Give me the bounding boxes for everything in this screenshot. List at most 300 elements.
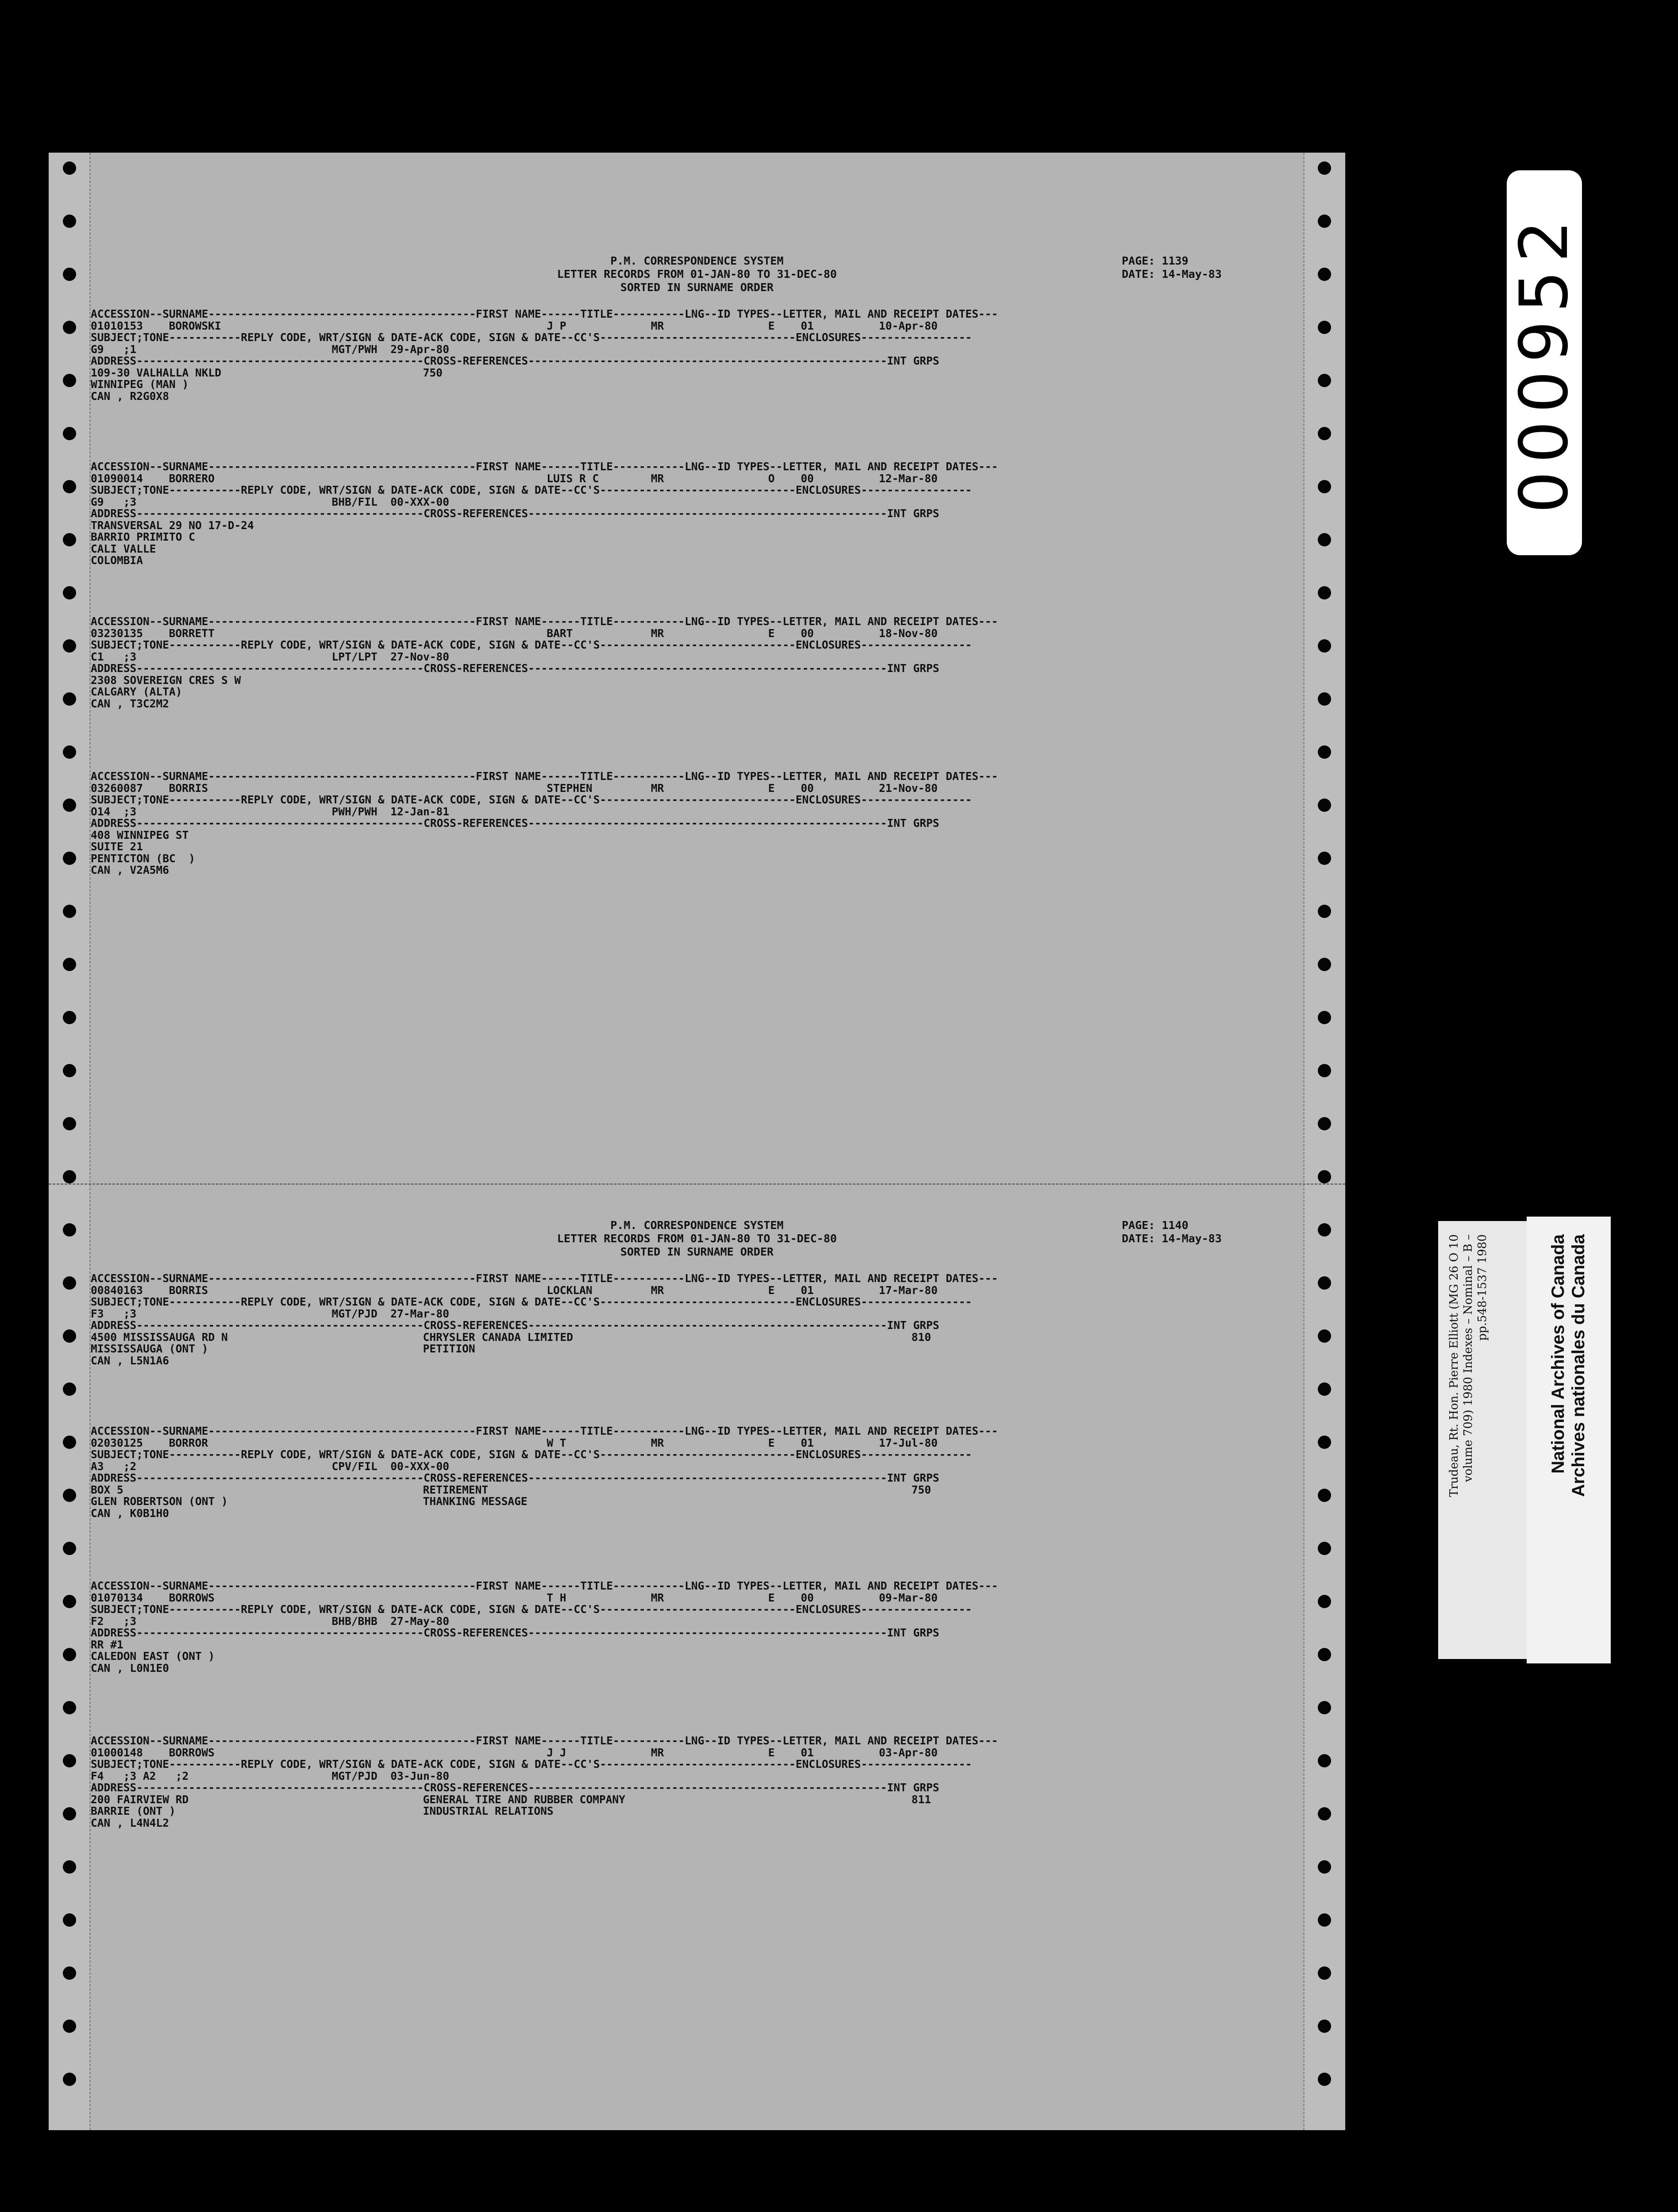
- address-labels: ADDRESS--------------------------------------------CROSS-REFERENCES-------------------------------------------------------INT GRPS: [91, 507, 939, 520]
- tractor-hole: [63, 1754, 76, 1767]
- tractor-hole: [63, 745, 76, 759]
- id-types: 01: [801, 319, 814, 332]
- tractor-hole: [63, 1170, 76, 1183]
- accession-number: 01070134: [91, 1591, 143, 1604]
- address-row: [91, 519, 1303, 532]
- title: MR: [650, 1591, 664, 1604]
- report-date: DATE: 14-May-83: [1122, 268, 1222, 280]
- subject-tone: C1 ;3: [91, 650, 137, 663]
- address-row: [91, 852, 1303, 865]
- field-labels: ACCESSION--SURNAME-----------------------------------------FIRST NAME------TITLE-----------LNG--ID TYPES--LETTER, MAIL AND RECEIPT DATES---: [91, 1734, 998, 1747]
- address-line: COLOMBIA: [91, 554, 143, 567]
- field-labels-row: [91, 1579, 1303, 1593]
- address-labels: ADDRESS--------------------------------------------CROSS-REFERENCES-------------------------------------------------------INT GRPS: [91, 1781, 939, 1794]
- address-labels: ADDRESS--------------------------------------------CROSS-REFERENCES-------------------------------------------------------INT GRPS: [91, 354, 939, 367]
- right-tractor-strip: [1303, 153, 1345, 2130]
- letter-dates: 18-Nov-80: [879, 626, 938, 640]
- address-row: [91, 829, 1303, 842]
- surname: BORROR: [169, 1436, 208, 1449]
- reply-code: CPV/FIL 00-XXX-00: [331, 1459, 450, 1473]
- address-line: CALEDON EAST (ONT ): [91, 1650, 215, 1663]
- address-labels: ADDRESS--------------------------------------------CROSS-REFERENCES-------------------------------------------------------INT GRPS: [91, 817, 939, 830]
- tractor-hole: [63, 215, 76, 228]
- address-labels-row: [91, 662, 1303, 675]
- reply-code: LPT/LPT 27-Nov-80: [331, 650, 450, 663]
- field-labels-row: [91, 307, 1303, 321]
- cross-reference: THANKING MESSAGE: [423, 1495, 527, 1508]
- tractor-hole: [63, 2020, 76, 2033]
- tractor-hole: [63, 1860, 76, 1874]
- subject-values-row: [91, 1770, 1303, 1783]
- finding-aid-line-1: Trudeau, Rt. Hon. Pierre Elliott (MG 26 O 10: [1447, 1234, 1461, 1497]
- tractor-hole: [63, 427, 76, 440]
- language: E: [768, 781, 775, 795]
- tractor-hole: [1318, 480, 1331, 493]
- address-line: BARRIO PRIMITO C: [91, 530, 196, 543]
- subject-labels: SUBJECT;TONE-----------REPLY CODE, WRT/SIGN & DATE-ACK CODE, SIGN & DATE--CC'S------------------------------ENCLOSURES-----------------: [91, 793, 972, 806]
- address-row: [91, 840, 1303, 853]
- address-line: CALGARY (ALTA): [91, 685, 182, 698]
- tractor-hole: [63, 1436, 76, 1449]
- address-row: [91, 674, 1303, 687]
- field-labels: ACCESSION--SURNAME-----------------------------------------FIRST NAME------TITLE-----------LNG--ID TYPES--LETTER, MAIL AND RECEIPT DATES---: [91, 770, 998, 783]
- archives-name-en: National Archives of Canada: [1548, 1234, 1568, 1474]
- record-values-row: [91, 1284, 1303, 1297]
- tractor-hole: [1318, 1223, 1331, 1237]
- surname: BORRETT: [169, 626, 215, 640]
- id-types: 01: [801, 1746, 814, 1759]
- report-header-system: P.M. CORRESPONDENCE SYSTEM: [610, 254, 784, 267]
- tractor-hole: [1318, 427, 1331, 440]
- tractor-hole: [63, 905, 76, 918]
- record-values-row: [91, 627, 1303, 640]
- tractor-hole: [1318, 799, 1331, 812]
- subject-tone: F4 ;3 A2 ;2: [91, 1769, 189, 1782]
- first-name: BART: [547, 626, 573, 640]
- record-values-row: [91, 1746, 1303, 1759]
- surname: BORRIS: [169, 1283, 208, 1297]
- subject-labels: SUBJECT;TONE-----------REPLY CODE, WRT/SIGN & DATE-ACK CODE, SIGN & DATE--CC'S------------------------------ENCLOSURES-----------------: [91, 1295, 972, 1308]
- tractor-hole: [63, 799, 76, 812]
- reply-code: MGT/PWH 29-Apr-80: [331, 342, 450, 356]
- tractor-hole: [63, 1542, 76, 1555]
- field-labels-row: [91, 1272, 1303, 1285]
- frame-number: 000952: [1506, 212, 1583, 514]
- cross-reference: INDUSTRIAL RELATIONS: [423, 1805, 554, 1817]
- tractor-hole: [1318, 1117, 1331, 1130]
- address-row: [91, 390, 1303, 403]
- id-types: 00: [801, 781, 814, 795]
- finding-aid-line-2: volume 709) 1980 Indexes – Nominal – B –: [1462, 1234, 1475, 1482]
- tractor-hole: [63, 958, 76, 971]
- finding-aid-line-3: pp.548-1537 1980: [1476, 1234, 1489, 1341]
- cross-reference: CHRYSLER CANADA LIMITED: [423, 1330, 573, 1344]
- address-row: [91, 1331, 1303, 1344]
- subject-tone: F2 ;3: [91, 1614, 137, 1628]
- address-labels-row: [91, 507, 1303, 520]
- title: MR: [650, 1436, 664, 1449]
- surname: BORRIS: [169, 781, 208, 795]
- subject-tone: F3 ;3: [91, 1307, 137, 1320]
- id-types: 01: [801, 1283, 814, 1297]
- first-name: J P: [547, 319, 566, 332]
- accession-number: 00840163: [91, 1283, 143, 1297]
- cross-reference: 750: [423, 366, 443, 379]
- subject-labels-row: [91, 638, 1303, 652]
- tractor-hole: [63, 1382, 76, 1396]
- title: MR: [650, 781, 664, 795]
- tractor-hole: [63, 1011, 76, 1024]
- address-line: 4500 MISSISSAUGA RD N: [91, 1330, 228, 1344]
- address-line: TRANSVERSAL 29 NO 17-D-24: [91, 518, 254, 532]
- field-labels-row: [91, 1425, 1303, 1438]
- letter-dates: 17-Jul-80: [879, 1436, 938, 1449]
- subject-labels-row: [91, 1603, 1303, 1616]
- title: MR: [650, 626, 664, 640]
- tractor-hole: [1318, 905, 1331, 918]
- letter-dates: 03-Apr-80: [879, 1746, 938, 1759]
- address-row: [91, 1495, 1303, 1508]
- tractor-hole: [1318, 745, 1331, 759]
- tractor-hole: [63, 1966, 76, 1980]
- reply-code: MGT/PJD 03-Jun-80: [331, 1769, 450, 1782]
- address-labels: ADDRESS--------------------------------------------CROSS-REFERENCES-------------------------------------------------------INT GRPS: [91, 1471, 939, 1484]
- address-row: [91, 378, 1303, 391]
- first-name: T H: [547, 1591, 566, 1604]
- tractor-hole: [1318, 1860, 1331, 1874]
- field-labels: ACCESSION--SURNAME-----------------------------------------FIRST NAME------TITLE-----------LNG--ID TYPES--LETTER, MAIL AND RECEIPT DATES---: [91, 615, 998, 628]
- letter-dates: 10-Apr-80: [879, 319, 938, 332]
- cross-reference: RETIREMENT: [423, 1483, 489, 1496]
- subject-values-row: [91, 343, 1303, 356]
- address-line: 200 FAIRVIEW RD: [91, 1793, 189, 1806]
- subject-labels-row: [91, 1758, 1303, 1771]
- tractor-hole: [1318, 692, 1331, 706]
- title: MR: [650, 1283, 664, 1297]
- letter-dates: 21-Nov-80: [879, 781, 938, 795]
- page-number: PAGE: 1140: [1122, 1219, 1189, 1232]
- tractor-hole: [1318, 1276, 1331, 1290]
- address-line: PENTICTON (BC ): [91, 852, 196, 865]
- reply-code: BHB/BHB 27-May-80: [331, 1614, 450, 1628]
- subject-labels: SUBJECT;TONE-----------REPLY CODE, WRT/SIGN & DATE-ACK CODE, SIGN & DATE--CC'S------------------------------ENCLOSURES-----------------: [91, 638, 972, 651]
- tractor-hole: [1318, 1489, 1331, 1502]
- tractor-hole: [63, 1648, 76, 1661]
- subject-values-row: [91, 1615, 1303, 1628]
- subject-values-row: [91, 650, 1303, 664]
- first-name: J J: [547, 1746, 566, 1759]
- address-line: 408 WINNIPEG ST: [91, 828, 189, 841]
- surname: BOROWSKI: [169, 319, 221, 332]
- surname: BORROWS: [169, 1746, 215, 1759]
- tractor-hole: [1318, 161, 1331, 175]
- accession-number: 01090014: [91, 472, 143, 485]
- id-types: 00: [801, 626, 814, 640]
- tractor-hole: [63, 161, 76, 175]
- accession-number: 03260087: [91, 781, 143, 795]
- address-line: 2308 SOVEREIGN CRES S W: [91, 673, 241, 687]
- tractor-hole: [63, 2073, 76, 2086]
- tractor-hole: [63, 1276, 76, 1290]
- field-labels: ACCESSION--SURNAME-----------------------------------------FIRST NAME------TITLE-----------LNG--ID TYPES--LETTER, MAIL AND RECEIPT DATES---: [91, 1425, 998, 1437]
- address-row: [91, 1662, 1303, 1675]
- tractor-hole: [1318, 374, 1331, 387]
- int-group: 811: [911, 1793, 931, 1806]
- tractor-hole: [63, 692, 76, 706]
- surname: BORROWS: [169, 1591, 215, 1604]
- field-labels: ACCESSION--SURNAME-----------------------------------------FIRST NAME------TITLE-----------LNG--ID TYPES--LETTER, MAIL AND RECEIPT DATES---: [91, 1272, 998, 1285]
- title: MR: [650, 1746, 664, 1759]
- accession-number: 01000148: [91, 1746, 143, 1759]
- accession-number: 02030125: [91, 1436, 143, 1449]
- tractor-hole: [1318, 1064, 1331, 1077]
- address-row: [91, 685, 1303, 699]
- subject-labels: SUBJECT;TONE-----------REPLY CODE, WRT/SIGN & DATE-ACK CODE, SIGN & DATE--CC'S------------------------------ENCLOSURES-----------------: [91, 1448, 972, 1461]
- address-labels: ADDRESS--------------------------------------------CROSS-REFERENCES-------------------------------------------------------INT GRPS: [91, 1626, 939, 1639]
- language: E: [768, 319, 775, 332]
- int-group: 750: [911, 1483, 931, 1496]
- record-values-row: [91, 1436, 1303, 1450]
- language: E: [768, 1746, 775, 1759]
- address-line: CAN , K0B1H0: [91, 1506, 169, 1520]
- tractor-hole: [1318, 1966, 1331, 1980]
- address-labels-row: [91, 817, 1303, 830]
- tractor-hole: [1318, 1595, 1331, 1608]
- tractor-hole: [63, 1595, 76, 1608]
- page-number: PAGE: 1139: [1122, 254, 1189, 267]
- subject-labels-row: [91, 1295, 1303, 1309]
- record-values-row: [91, 782, 1303, 795]
- archives-name-fr: Archives nationales du Canada: [1569, 1234, 1588, 1497]
- tractor-hole: [63, 1701, 76, 1714]
- report-header-sort: SORTED IN SURNAME ORDER: [620, 281, 774, 294]
- tractor-hole: [1318, 2073, 1331, 2086]
- reply-code: BHB/FIL 00-XXX-00: [331, 495, 450, 508]
- address-line: CAN , T3C2M2: [91, 697, 169, 710]
- address-line: RR #1: [91, 1638, 123, 1651]
- address-labels: ADDRESS--------------------------------------------CROSS-REFERENCES-------------------------------------------------------INT GRPS: [91, 1319, 939, 1332]
- field-labels: ACCESSION--SURNAME-----------------------------------------FIRST NAME------TITLE-----------LNG--ID TYPES--LETTER, MAIL AND RECEIPT DATES---: [91, 307, 998, 320]
- language: E: [768, 1283, 775, 1297]
- report-header-range: LETTER RECORDS FROM 01-JAN-80 TO 31-DEC-80: [557, 268, 837, 280]
- field-labels: ACCESSION--SURNAME-----------------------------------------FIRST NAME------TITLE-----------LNG--ID TYPES--LETTER, MAIL AND RECEIPT DATES---: [91, 460, 998, 473]
- address-labels-row: [91, 1626, 1303, 1640]
- address-labels-row: [91, 1781, 1303, 1794]
- field-labels-row: [91, 460, 1303, 473]
- tractor-hole: [1318, 1648, 1331, 1661]
- address-row: [91, 1507, 1303, 1520]
- subject-labels: SUBJECT;TONE-----------REPLY CODE, WRT/SIGN & DATE-ACK CODE, SIGN & DATE--CC'S------------------------------ENCLOSURES-----------------: [91, 1758, 972, 1770]
- report-header-system: P.M. CORRESPONDENCE SYSTEM: [610, 1219, 784, 1232]
- tractor-hole: [63, 268, 76, 281]
- subject-values-row: [91, 495, 1303, 509]
- language: E: [768, 1436, 775, 1449]
- printout-page-1: [91, 254, 1303, 1206]
- tractor-hole: [63, 1913, 76, 1927]
- tractor-hole: [63, 639, 76, 653]
- subject-tone: O14 ;3: [91, 805, 137, 818]
- report-date: DATE: 14-May-83: [1122, 1232, 1222, 1245]
- id-types: 00: [801, 472, 814, 485]
- tractor-hole: [63, 533, 76, 546]
- address-line: MISSISSAUGA (ONT ): [91, 1342, 208, 1355]
- tractor-hole: [1318, 1329, 1331, 1343]
- tractor-hole: [1318, 1913, 1331, 1927]
- tractor-hole: [1318, 1170, 1331, 1183]
- subject-values-row: [91, 1460, 1303, 1473]
- surname: BORRERO: [169, 472, 215, 485]
- address-line: BARRIE (ONT ): [91, 1805, 176, 1817]
- left-tractor-strip: [49, 153, 91, 2130]
- subject-labels-row: [91, 793, 1303, 806]
- language: O: [768, 472, 775, 485]
- subject-values-row: [91, 805, 1303, 818]
- tractor-hole: [1318, 958, 1331, 971]
- report-header-range: LETTER RECORDS FROM 01-JAN-80 TO 31-DEC-80: [557, 1232, 837, 1245]
- report-header-sort: SORTED IN SURNAME ORDER: [620, 1245, 774, 1258]
- subject-labels: SUBJECT;TONE-----------REPLY CODE, WRT/SIGN & DATE-ACK CODE, SIGN & DATE--CC'S------------------------------ENCLOSURES-----------------: [91, 484, 972, 496]
- accession-number: 03230135: [91, 626, 143, 640]
- language: E: [768, 626, 775, 640]
- id-types: 00: [801, 1591, 814, 1604]
- tractor-hole: [63, 1329, 76, 1343]
- subject-labels-row: [91, 1448, 1303, 1461]
- address-row: [91, 1805, 1303, 1818]
- address-line: WINNIPEG (MAN ): [91, 378, 189, 391]
- subject-tone: G9 ;3: [91, 495, 137, 508]
- address-line: CAN , R2G0X8: [91, 389, 169, 403]
- tractor-hole: [1318, 268, 1331, 281]
- subject-values-row: [91, 1307, 1303, 1321]
- tractor-hole: [1318, 1701, 1331, 1714]
- address-line: SUITE 21: [91, 840, 143, 853]
- address-row: [91, 366, 1303, 380]
- address-line: CAN , L0N1E0: [91, 1661, 169, 1674]
- tractor-hole: [1318, 1807, 1331, 1820]
- record-values-row: [91, 1591, 1303, 1605]
- subject-labels-row: [91, 484, 1303, 497]
- subject-labels: SUBJECT;TONE-----------REPLY CODE, WRT/SIGN & DATE-ACK CODE, SIGN & DATE--CC'S------------------------------ENCLOSURES-----------------: [91, 1603, 972, 1616]
- reply-code: PWH/PWH 12-Jan-81: [331, 805, 450, 818]
- address-row: [91, 1816, 1303, 1830]
- address-labels-row: [91, 354, 1303, 368]
- first-name: LUIS R C: [547, 472, 599, 485]
- page-info: [1122, 254, 1308, 281]
- int-group: 810: [911, 1330, 931, 1344]
- tractor-hole: [1318, 1754, 1331, 1767]
- tractor-hole: [63, 480, 76, 493]
- field-labels-row: [91, 615, 1303, 628]
- tractor-hole: [63, 1064, 76, 1077]
- tractor-hole: [1318, 1542, 1331, 1555]
- first-name: STEPHEN: [547, 781, 593, 795]
- tractor-hole: [1318, 321, 1331, 334]
- tractor-hole: [63, 1807, 76, 1820]
- address-row: [91, 1793, 1303, 1806]
- finding-aid-label: [1438, 1221, 1531, 1659]
- field-labels: ACCESSION--SURNAME-----------------------------------------FIRST NAME------TITLE-----------LNG--ID TYPES--LETTER, MAIL AND RECEIPT DATES---: [91, 1579, 998, 1592]
- address-row: [91, 1483, 1303, 1497]
- address-row: [91, 1650, 1303, 1663]
- printout-page-2: [91, 1219, 1303, 2170]
- letter-dates: 09-Mar-80: [879, 1591, 938, 1604]
- finding-aid-text: [1438, 1221, 1531, 1659]
- tractor-hole: [1318, 215, 1331, 228]
- address-row: [91, 1342, 1303, 1356]
- record-values-row: [91, 472, 1303, 485]
- report-header: [91, 1219, 1303, 1259]
- address-line: CALI VALLE: [91, 542, 156, 555]
- letter-dates: 17-Mar-80: [879, 1283, 938, 1297]
- address-line: CAN , V2A5M6: [91, 864, 169, 876]
- tractor-hole: [1318, 1436, 1331, 1449]
- address-row: [91, 1638, 1303, 1651]
- tractor-hole: [63, 1223, 76, 1237]
- title: MR: [650, 319, 664, 332]
- accession-number: 01010153: [91, 319, 143, 332]
- tractor-hole: [63, 321, 76, 334]
- tractor-hole: [63, 1489, 76, 1502]
- tractor-hole: [1318, 639, 1331, 653]
- record-values-row: [91, 319, 1303, 333]
- tractor-hole: [1318, 852, 1331, 865]
- address-row: [91, 554, 1303, 567]
- frame-number-stamp: [1507, 170, 1582, 555]
- archives-text: [1527, 1217, 1611, 1663]
- letter-dates: 12-Mar-80: [879, 472, 938, 485]
- address-row: [91, 697, 1303, 710]
- tractor-hole: [1318, 1382, 1331, 1396]
- field-labels-row: [91, 1734, 1303, 1747]
- reply-code: MGT/PJD 27-Mar-80: [331, 1307, 450, 1320]
- address-labels-row: [91, 1319, 1303, 1332]
- tractor-hole: [1318, 1011, 1331, 1024]
- address-line: BOX 5: [91, 1483, 123, 1496]
- tractor-hole: [63, 586, 76, 599]
- address-line: GLEN ROBERTSON (ONT ): [91, 1495, 228, 1508]
- address-line: CAN , L5N1A6: [91, 1354, 169, 1367]
- tractor-hole: [63, 1117, 76, 1130]
- cross-reference: GENERAL TIRE AND RUBBER COMPANY: [423, 1793, 625, 1806]
- address-row: [91, 530, 1303, 544]
- language: E: [768, 1591, 775, 1604]
- cross-reference: PETITION: [423, 1342, 475, 1355]
- title: MR: [650, 472, 664, 485]
- archives-label: [1527, 1217, 1611, 1663]
- address-labels: ADDRESS--------------------------------------------CROSS-REFERENCES-------------------------------------------------------INT GRPS: [91, 662, 939, 675]
- tractor-hole: [63, 852, 76, 865]
- subject-labels-row: [91, 331, 1303, 344]
- continuous-form-paper: [49, 153, 1345, 2130]
- tractor-hole: [1318, 533, 1331, 546]
- tractor-hole: [63, 374, 76, 387]
- subject-tone: G9 ;1: [91, 342, 137, 356]
- address-line: 109-30 VALHALLA NKLD: [91, 366, 222, 379]
- subject-tone: A3 ;2: [91, 1459, 137, 1473]
- report-header: [91, 254, 1303, 294]
- address-line: CAN , L4N4L2: [91, 1816, 169, 1829]
- tractor-hole: [1318, 2020, 1331, 2033]
- first-name: W T: [547, 1436, 566, 1449]
- address-row: [91, 864, 1303, 877]
- subject-labels: SUBJECT;TONE-----------REPLY CODE, WRT/SIGN & DATE-ACK CODE, SIGN & DATE--CC'S------------------------------ENCLOSURES-----------------: [91, 331, 972, 344]
- id-types: 01: [801, 1436, 814, 1449]
- first-name: LOCKLAN: [547, 1283, 593, 1297]
- field-labels-row: [91, 770, 1303, 783]
- tractor-hole: [1318, 586, 1331, 599]
- page-info: [1122, 1219, 1308, 1245]
- address-row: [91, 542, 1303, 556]
